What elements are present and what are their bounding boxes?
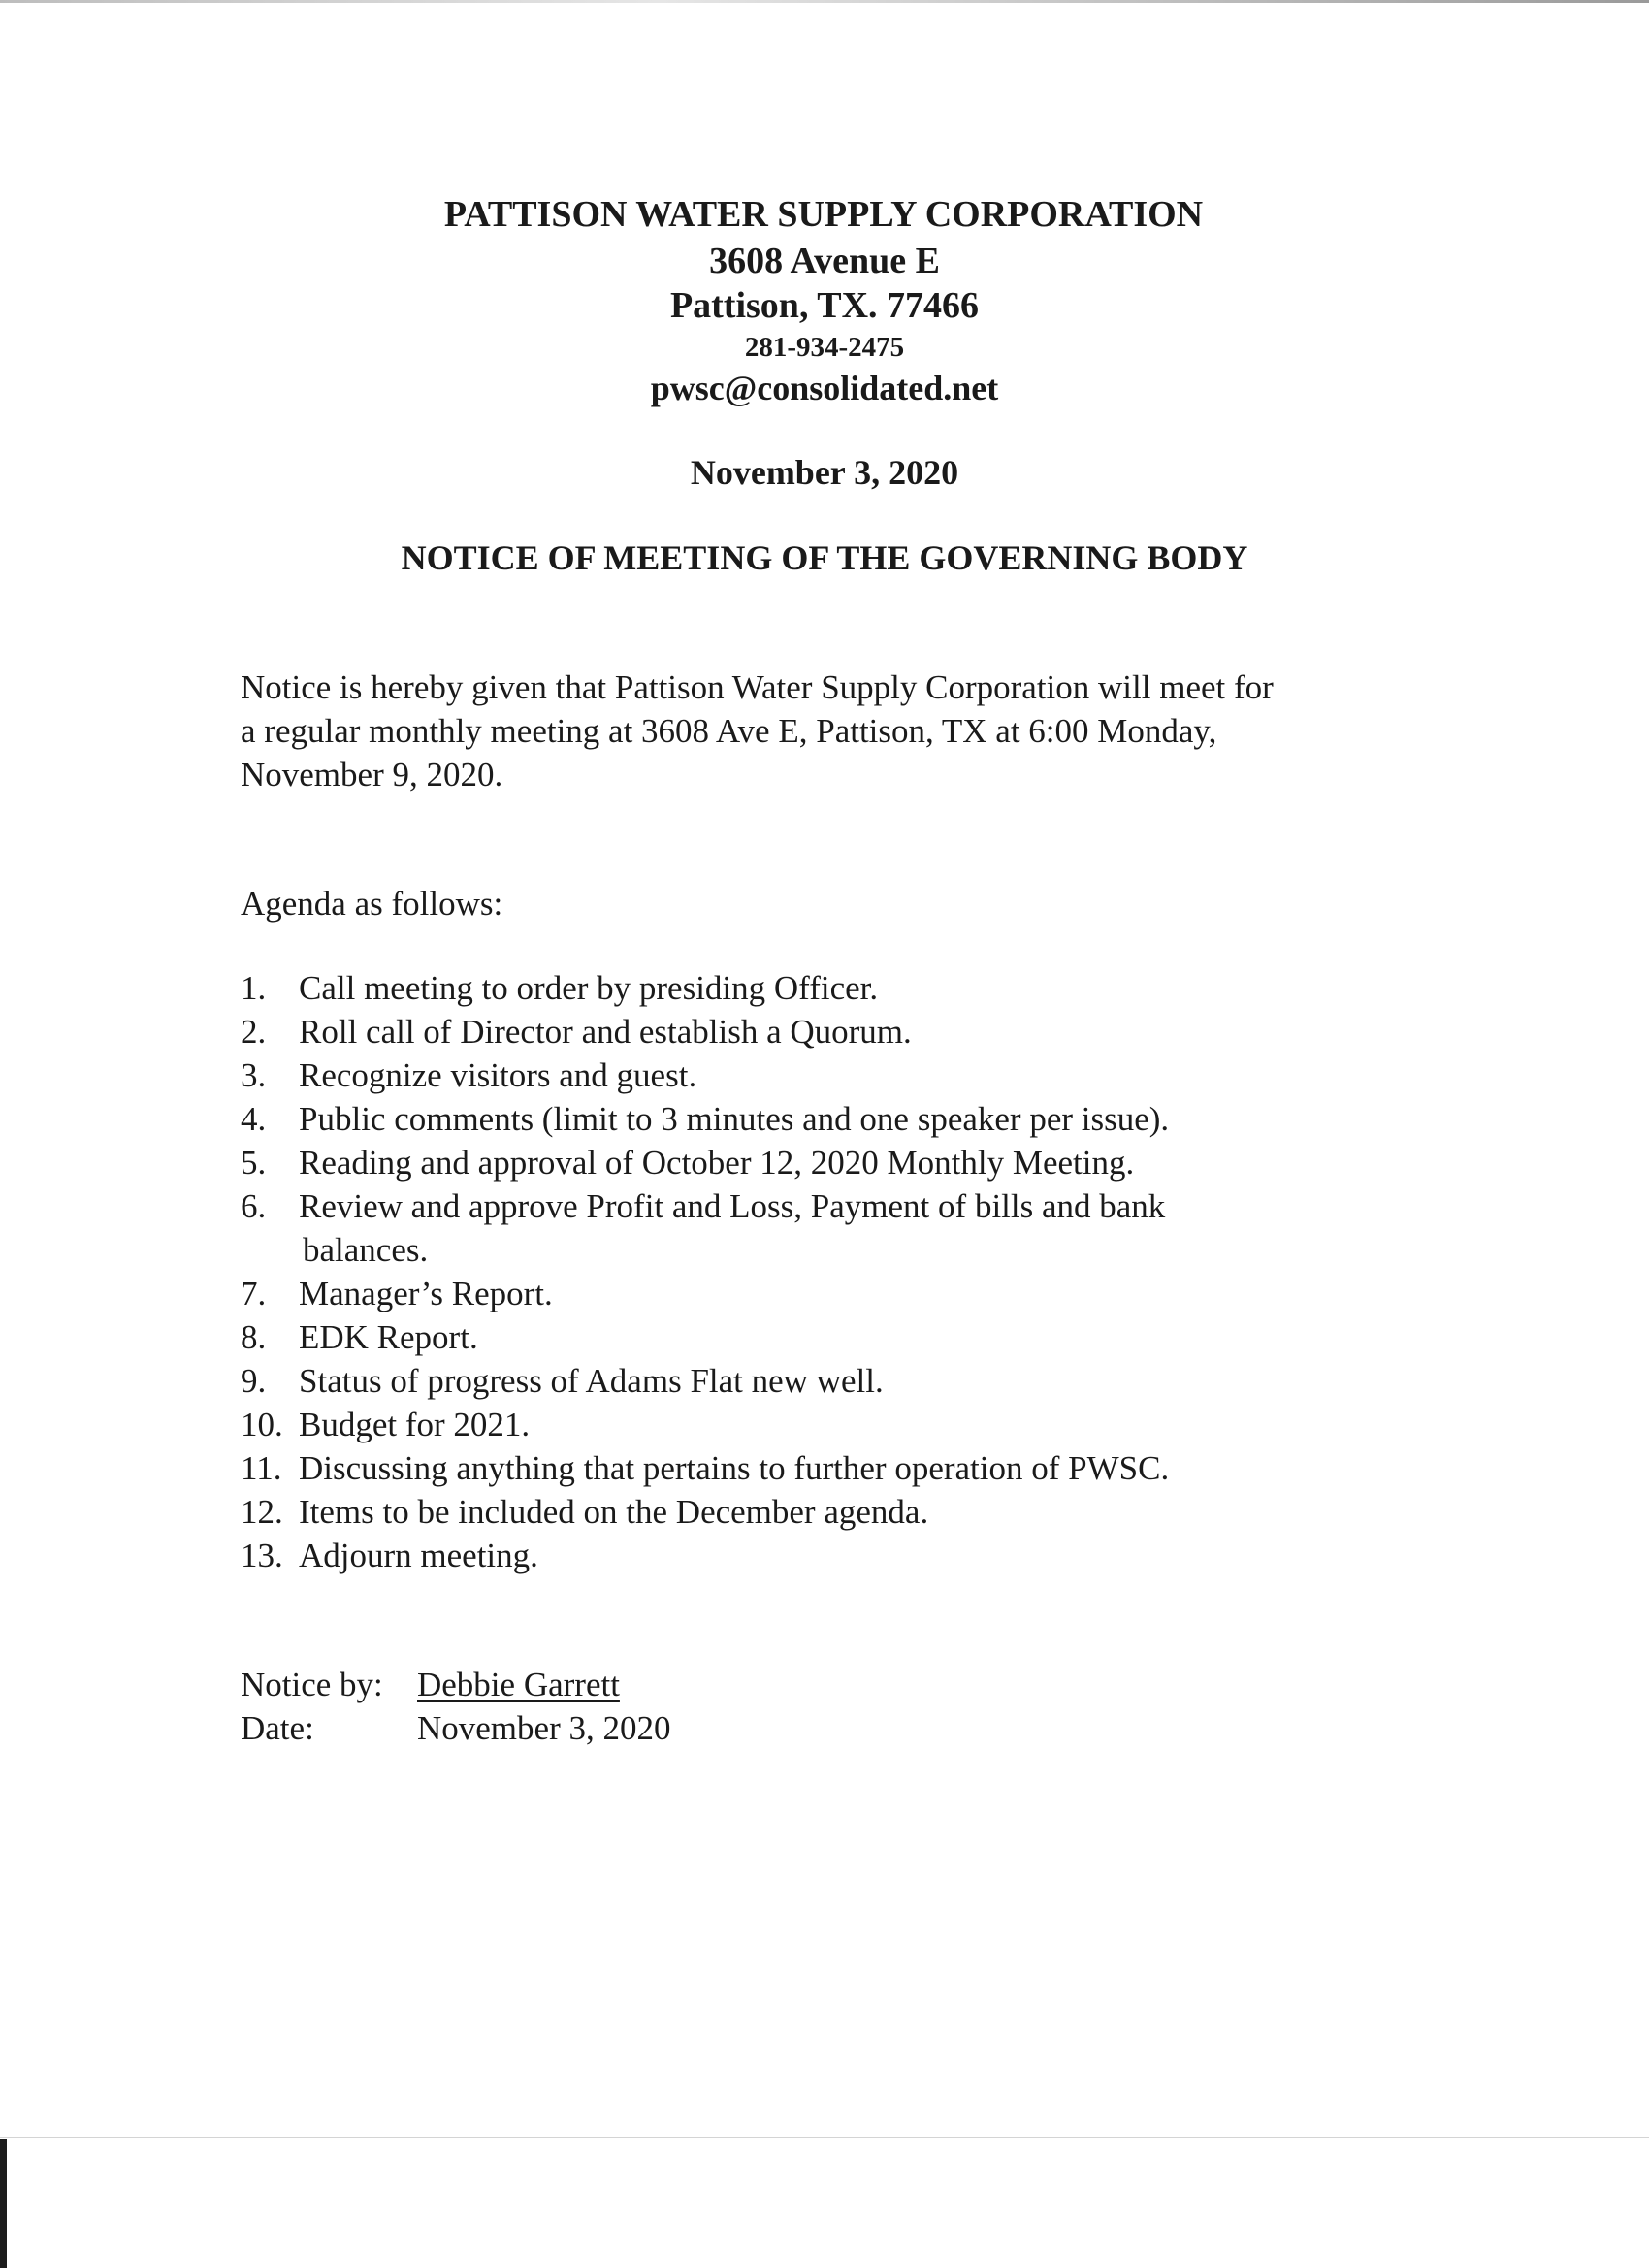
agenda-item-number: 5. [241, 1144, 267, 1182]
agenda-item [241, 1315, 1385, 1359]
page-title: NOTICE OF MEETING OF THE GOVERNING BODY [401, 538, 1248, 577]
agenda-item-number: 3. [241, 1056, 267, 1094]
agenda-item [241, 1053, 1385, 1097]
agenda-heading: Agenda as follows: [241, 885, 503, 923]
address-street: 3608 Avenue E [709, 241, 940, 281]
agenda-list [241, 966, 1385, 1577]
agenda-item-text: Status of progress of Adams Flat new well. [299, 1362, 884, 1400]
notice-by-name: Debbie Garrett [417, 1666, 620, 1703]
signoff-date-row [241, 1706, 670, 1750]
agenda-item-number: 10. [241, 1406, 283, 1443]
agenda-item [241, 966, 1385, 1010]
notice-date: November 3, 2020 [690, 453, 959, 492]
agenda-item-text: Call meeting to order by presiding Officer. [299, 969, 879, 1007]
agenda-item-text: EDK Report. [299, 1318, 478, 1356]
agenda-item-number: 12. [241, 1493, 283, 1531]
scan-edge-shadow [0, 2139, 7, 2268]
agenda-item-text: Recognize visitors and guest. [299, 1056, 697, 1094]
address-city: Pattison, TX. 77466 [669, 285, 980, 326]
agenda-item-text: Review and approve Profit and Loss, Payment of bills and bank [299, 1187, 1166, 1225]
agenda-item [241, 1097, 1385, 1141]
intro-line: November 9, 2020. [241, 756, 503, 794]
intro-line: a regular monthly meeting at 3608 Ave E, Pattison, TX at 6:00 Monday, [241, 712, 1217, 750]
intro-paragraph [241, 665, 1424, 796]
agenda-item-text: Manager’s Report. [299, 1275, 553, 1312]
agenda-item [241, 1534, 1385, 1577]
agenda-item-text-continuation: balances. [303, 1231, 429, 1269]
agenda-item-number: 2. [241, 1013, 267, 1051]
agenda-item-text: Discussing anything that pertains to further operation of PWSC. [299, 1449, 1170, 1487]
letterhead [0, 190, 1649, 409]
agenda-item-text: Reading and approval of October 12, 2020 Monthly Meeting. [299, 1144, 1135, 1182]
agenda-item-number: 8. [241, 1318, 267, 1356]
agenda-item [241, 1141, 1385, 1184]
email-address: pwsc@consolidated.net [650, 369, 999, 407]
scan-page-edge [0, 2137, 1649, 2138]
notice-by-label: Notice by: [241, 1666, 383, 1703]
agenda-item-text: Roll call of Director and establish a Quorum. [299, 1013, 912, 1051]
signoff-date-value: November 3, 2020 [417, 1709, 671, 1747]
agenda-item-number: 4. [241, 1100, 267, 1138]
agenda-item [241, 1184, 1385, 1272]
agenda-item [241, 1359, 1385, 1403]
agenda-item-number: 1. [241, 969, 267, 1007]
agenda-item-number: 7. [241, 1275, 267, 1312]
signoff-date-label: Date: [241, 1709, 314, 1747]
agenda-item-text-wrapper [299, 1184, 1385, 1272]
agenda-item [241, 1403, 1385, 1446]
agenda-item-number: 11. [241, 1449, 282, 1487]
agenda-item-text: Public comments (limit to 3 minutes and one speaker per issue). [299, 1100, 1170, 1138]
agenda-item [241, 1010, 1385, 1053]
agenda-item-text: Items to be included on the December agenda. [299, 1493, 929, 1531]
agenda-item [241, 1272, 1385, 1315]
agenda-item-text: Adjourn meeting. [299, 1537, 538, 1574]
agenda-item-text: Budget for 2021. [299, 1406, 531, 1443]
agenda-item-number: 13. [241, 1537, 283, 1574]
agenda-item-number: 9. [241, 1362, 267, 1400]
intro-line: Notice is hereby given that Pattison Water Supply Corporation will meet for [241, 668, 1274, 706]
agenda-item-number: 6. [241, 1187, 267, 1225]
signoff-block [241, 1663, 670, 1750]
phone-number: 281-934-2475 [744, 332, 905, 363]
agenda-item [241, 1446, 1385, 1490]
organization-name: PATTISON WATER SUPPLY CORPORATION [443, 194, 1204, 235]
notice-by-row [241, 1663, 670, 1706]
agenda-item [241, 1490, 1385, 1534]
